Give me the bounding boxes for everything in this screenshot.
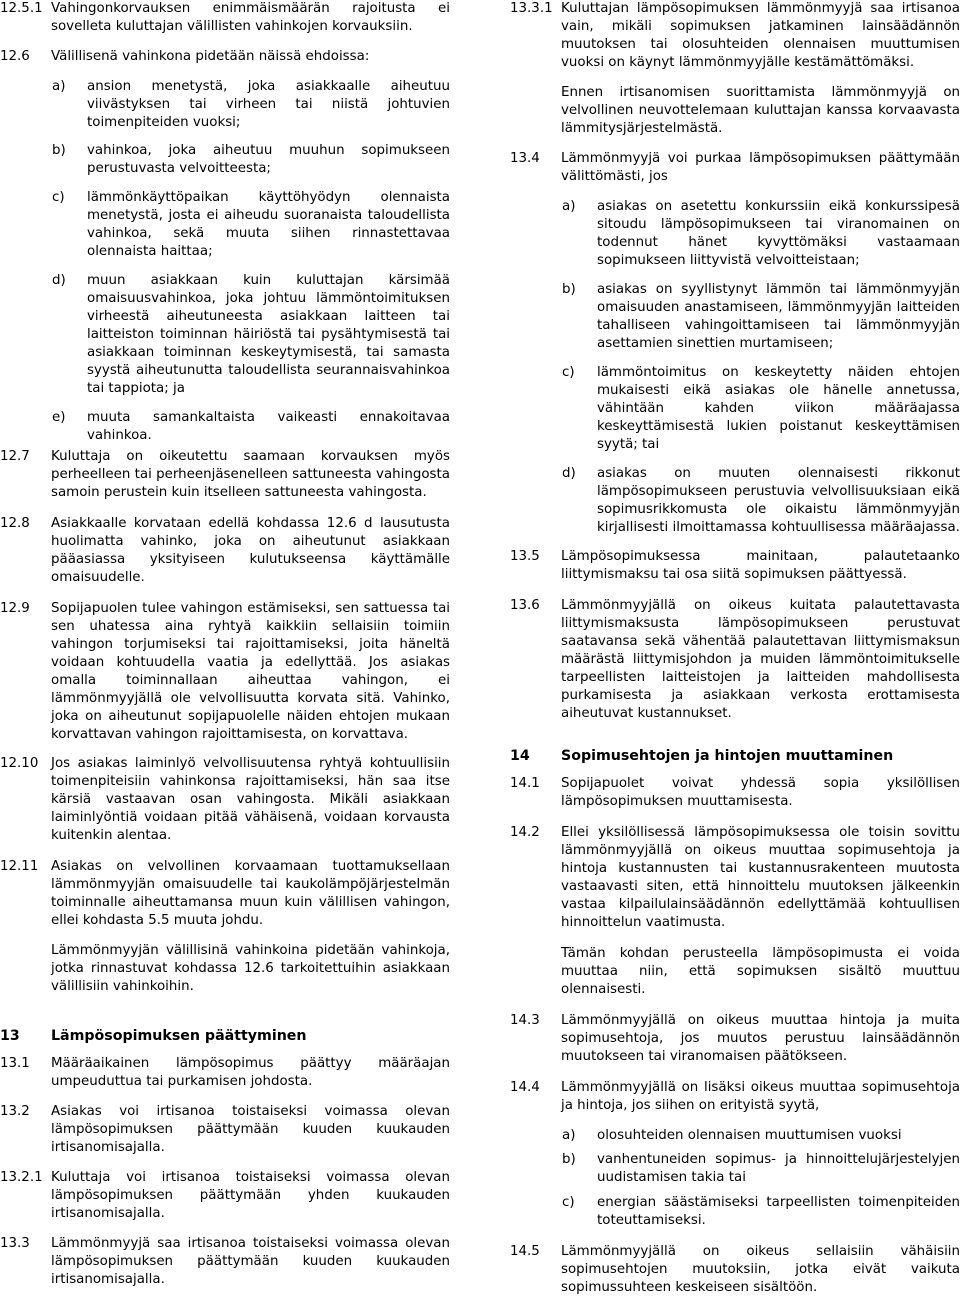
clause-number: 13.6 xyxy=(510,598,540,613)
list-item-text: lämmöntoimitus on keskeytetty näiden ehtojen mukaisesti eikä asiakas ole hänelle annetussa, vähintään kahden viikon määräajassa keskeyttämisestä lukien poistanut keskeyttämisen syytä; tai xyxy=(597,365,960,452)
clause-text: Ennen irtisanomisen suorittamista lämmönmyyjä on velvollinen neuvottelemaan kuluttajan kanssa korvaavasta lämmitysjärjestelmästä. xyxy=(561,85,960,136)
section-number: 14 xyxy=(510,748,530,764)
clause-number: 12.8 xyxy=(0,516,30,531)
list-item xyxy=(562,364,960,454)
clause-text: Lämmönmyyjällä on oikeus kuitata palautettavasta liittymismaksusta lämpösopimukseen perustuvat saatavansa sekä vähentää palautettavan liittymismaksun määrästä liittymisjohdon ja muiden lämmöntoimitukselle tarpeellisten laitteistojen ja laitteiden mahdollisesta purkamisesta ja asiakkaan verkosta erottamisesta aiheutuvat kustannukset. xyxy=(561,598,960,721)
clause-text: Sopijapuolet voivat yhdessä sopia yksilöllisen lämpösopimuksen muuttamisesta. xyxy=(561,776,960,809)
clause-number: 13.5 xyxy=(510,549,540,564)
clause-number: 13.3.1 xyxy=(510,1,553,16)
clause-text: Lämpösopimuksessa mainitaan, palautetaanko liittymismaksu tai osa siitä sopimuksen päättyessä. xyxy=(561,549,960,582)
clause-text: Vahingonkorvauksen enimmäismäärän rajoitusta ei sovelleta kuluttajan välillisten vahinkojen korvauksiin. xyxy=(51,1,450,34)
clause xyxy=(510,150,960,186)
clause-number: 12.9 xyxy=(0,601,30,616)
clause xyxy=(0,858,450,930)
clause xyxy=(0,448,450,502)
left-column xyxy=(0,0,450,1289)
clause-number: 12.11 xyxy=(0,859,39,874)
list-item-label: b) xyxy=(562,1152,576,1167)
clause-number: 14.1 xyxy=(510,776,540,791)
list-item-text: asiakas on syyllistynyt lämmön tai lämmönmyyjän omaisuuden anastamiseen, lämmönmyyjän laitteiden tahalliseen vahingoittamiseen tai lämmönmyyjän asettamien sinettien murtamiseen; xyxy=(597,282,960,351)
clause xyxy=(0,600,450,744)
clause xyxy=(0,0,450,36)
list-item xyxy=(562,281,960,353)
clause-text: Määräaikainen lämpösopimus päättyy määräajan umpeuduttua tai purkamisen johdosta. xyxy=(51,1056,450,1089)
section-number: 13 xyxy=(0,1028,20,1044)
list-item-label: a) xyxy=(562,199,576,214)
clause-number: 13.3 xyxy=(0,1236,30,1251)
list-item-text: olosuhteiden olennaisen muuttumisen vuoksi xyxy=(597,1128,902,1143)
clause-text: Kuluttajan lämpösopimuksen lämmönmyyjä saa irtisanoa vain, mikäli sopimuksen jatkaminen lainsäädännön muutoksen tai olosuhteiden olennaisen muuttumisen vuoksi on käynyt lämmönmyyjälle kestämättömäksi. xyxy=(561,1,960,70)
clause xyxy=(510,1012,960,1066)
clause-number: 12.5.1 xyxy=(0,1,43,16)
clause-number: 14.3 xyxy=(510,1013,540,1028)
clause xyxy=(510,824,960,932)
clause xyxy=(0,755,450,845)
list-item-text: muuta samankaltaista vaikeasti ennakoitavaa vahinkoa. xyxy=(87,410,450,443)
clause-text: Sopijapuolen tulee vahingon estämiseksi, sen sattuessa tai sen uhatessa aina ryhtyä kaikkiin sellaisiin toimiin vahingon torjumiseksi tai rajoittamiseksi, joita häneltä voidaan kohtuudella vaatia ja edellyttää. Jos asiakas omalla toiminnallaan aiheuttaa vahingon, ei lämmönmyyjällä ole velvollisuutta korvata sitä. Vahinko, joka on aiheutunut sopijapuolelle näiden ehtojen mukaan korvattavan vahingon rajoittamisesta, on korvattava. xyxy=(51,601,450,742)
list-item-text: vanhentuneiden sopimus- ja hinnoittelujärjestelyjen uudistamisen takia tai xyxy=(597,1152,960,1185)
list-item-text: asiakas on muuten olennaisesti rikkonut lämpösopimukseen perustuvia velvollisuuksiaan eikä sopimusrikkomusta ole oikaistu lämmönmyyjän kirjallisesti ilmoittamassa kohtuullisessa määräajassa. xyxy=(597,466,960,535)
list-item-text: vahinkoa, joka aiheutuu muuhun sopimukseen perustuvasta velvoitteesta; xyxy=(87,143,450,176)
clause-text: Ellei yksilöllisessä lämpösopimuksessa ole toisin sovittu lämmönmyyjällä on oikeus muuttaa sopimusehtoja ja hintoja kustannusten tai kustannusrakenteen muutosta vastaavasti siten, että hinnoittelu muutoksen jälkeenkin vastaa kilpailulainsäädännön edellyttämää kohtuullisen hinnoittelun vaatimusta. xyxy=(561,825,960,930)
list-item-text: muun asiakkaan kuin kuluttajan kärsimää omaisuusvahinkoa, joka johtuu lämmöntoimituksen virheestä aiheutuneesta asiakkaan laitteen tai laitteiston toiminnan häiriöstä tai pysähtymisestä tai asiakkaan toiminnan keskeytymisestä, tai samasta syystä aiheutunutta taloudellista seurannaisvahinkoa tai tappiota; ja xyxy=(87,273,450,396)
section-title: Sopimusehtojen ja hintojen muuttaminen xyxy=(561,748,894,764)
list-item-label: c) xyxy=(52,190,65,205)
list-item-text: asiakas on asetettu konkurssiin eikä konkurssipesä sitoudu lämpösopimukseen tai viranomainen on todennut hänet kyvyttömäksi vastaamaan sopimukseen liittyvistä velvoitteistaan; xyxy=(597,199,960,268)
section-heading xyxy=(510,747,960,765)
list-item xyxy=(562,465,960,537)
list-item-label: b) xyxy=(52,143,66,158)
clause xyxy=(0,1103,450,1157)
clause xyxy=(0,942,450,996)
section-title: Lämpösopimuksen päättyminen xyxy=(51,1028,307,1044)
clause-text: Välillisenä vahinkona pidetään näissä ehdoissa: xyxy=(51,49,370,64)
clause xyxy=(510,945,960,999)
clause xyxy=(510,1079,960,1115)
clause-number: 14.2 xyxy=(510,825,540,840)
clause xyxy=(510,84,960,138)
list-item-label: d) xyxy=(52,273,66,288)
clause-number: 12.7 xyxy=(0,449,30,464)
clause-text: Asiakas on velvollinen korvaamaan tuottamuksellaan lämmönmyyjän omaisuudelle tai kaukolämpöjärjestelmän toiminnalle aiheuttamansa muun kuin välillisen vahingon, ellei kohdasta 5.5 muuta johdu. xyxy=(51,859,450,928)
list-item-label: a) xyxy=(52,79,66,94)
list-item-label: a) xyxy=(562,1128,576,1143)
clause-text: Lämmönmyyjän välillisinä vahinkoina pidetään vahinkoja, jotka rinnastuvat kohdassa 12.6 tarkoitettuihin asiakkaan välillisiin vahinkoihin. xyxy=(51,943,450,994)
list-item xyxy=(52,142,450,178)
clause xyxy=(0,1055,450,1091)
list-item xyxy=(52,409,450,445)
clause xyxy=(510,548,960,584)
clause xyxy=(0,48,450,66)
list-item xyxy=(52,78,450,132)
clause-number: 13.4 xyxy=(510,151,540,166)
clause-text: Lämmönmyyjällä on lisäksi oikeus muuttaa sopimusehtoja ja hintoja, jos siihen on erityistä syytä, xyxy=(561,1080,960,1113)
list-item xyxy=(562,1127,960,1145)
list-item xyxy=(52,272,450,398)
right-column xyxy=(510,0,960,1297)
clause-number: 14.5 xyxy=(510,1244,540,1259)
clause-text: Kuluttaja on oikeutettu saamaan korvauksen myös perheelleen tai perheenjäsenelleen sattuneesta vahingosta samoin perustein kuin itselleen sattuneesta vahingosta. xyxy=(51,449,450,500)
list-item-label: c) xyxy=(562,365,575,380)
section-heading xyxy=(0,1027,450,1045)
list-item xyxy=(562,1151,960,1187)
clause-text: Lämmönmyyjällä on oikeus sellaisiin vähäisiin sopimusehtojen muutoksiin, jotka eivät vaikuta sopimussuhteen keskeiseen sisältöön. xyxy=(561,1244,960,1295)
list-item xyxy=(52,189,450,261)
list-item xyxy=(562,198,960,270)
clause-text: Tämän kohdan perusteella lämpösopimusta ei voida muuttaa niin, että sopimuksen sisältö muuttuu olennaisesti. xyxy=(561,946,960,997)
clause-text: Lämmönmyyjä voi purkaa lämpösopimuksen päättymään välittömästi, jos xyxy=(561,151,960,184)
list-item-text: ansion menetystä, joka asiakkaalle aiheutuu viivästyksen tai virheen tai niistä johtuvien toimenpiteiden vuoksi; xyxy=(87,79,450,130)
clause-text: Kuluttaja voi irtisanoa toistaiseksi voimassa olevan lämpösopimuksen päättymään yhden kuukauden irtisanomisajalla. xyxy=(51,1170,450,1221)
clause-text: Lämmönmyyjällä on oikeus muuttaa hintoja ja muita sopimusehtoja, jos muutos perustuu lainsäädännön muutokseen tai viranomaisen päätökseen. xyxy=(561,1013,960,1064)
clause-text: Jos asiakas laiminlyö velvollisuutensa ryhtyä kohtuullisiin toimenpiteisiin vahinkonsa rajoittamiseksi, hän saa itse kärsiä vastaavan osan vahingosta. Mikäli asiakkaan laiminlyöntiä voidaan pitää vähäisenä, voidaan korvausta kuitenkin alentaa. xyxy=(51,756,450,843)
clause xyxy=(0,1235,450,1289)
clause xyxy=(510,1243,960,1297)
clause-number: 14.4 xyxy=(510,1080,540,1095)
clause xyxy=(510,597,960,723)
clause-text: Lämmönmyyjä saa irtisanoa toistaiseksi voimassa olevan lämpösopimuksen päättymään kuuden kuukauden irtisanomisajalla. xyxy=(51,1236,450,1287)
list-item-text: energian säästämiseksi tarpeellisten toimenpiteiden toteuttamiseksi. xyxy=(597,1195,960,1228)
list-item-label: d) xyxy=(562,466,576,481)
clause-number: 13.1 xyxy=(0,1056,30,1071)
clause-text: Asiakas voi irtisanoa toistaiseksi voimassa olevan lämpösopimuksen päättymään kuuden kuukauden irtisanomisajalla. xyxy=(51,1104,450,1155)
list-item xyxy=(562,1194,960,1230)
clause xyxy=(510,775,960,811)
list-item-label: c) xyxy=(562,1195,575,1210)
clause xyxy=(0,515,450,587)
clause-number: 12.6 xyxy=(0,49,30,64)
clause-text: Asiakkaalle korvataan edellä kohdassa 12.6 d lausutusta huolimatta vahinko, joka on aiheutunut asiakkaan pääasiassa yksityiseen kulutukseensa käyttämälle omaisuudelle. xyxy=(51,516,450,585)
list-item-text: lämmönkäyttöpaikan käyttöhyödyn olennaista menetystä, josta ei aiheudu suoranaista taloudellista vahinkoa, sekä muuta siihen rinnastettavaa olennaista haittaa; xyxy=(87,190,450,259)
clause-number: 13.2 xyxy=(0,1104,30,1119)
clause xyxy=(0,1169,450,1223)
clause-number: 12.10 xyxy=(0,756,39,771)
list-item-label: e) xyxy=(52,410,66,425)
clause-number: 13.2.1 xyxy=(0,1170,43,1185)
list-item-label: b) xyxy=(562,282,576,297)
clause xyxy=(510,0,960,72)
